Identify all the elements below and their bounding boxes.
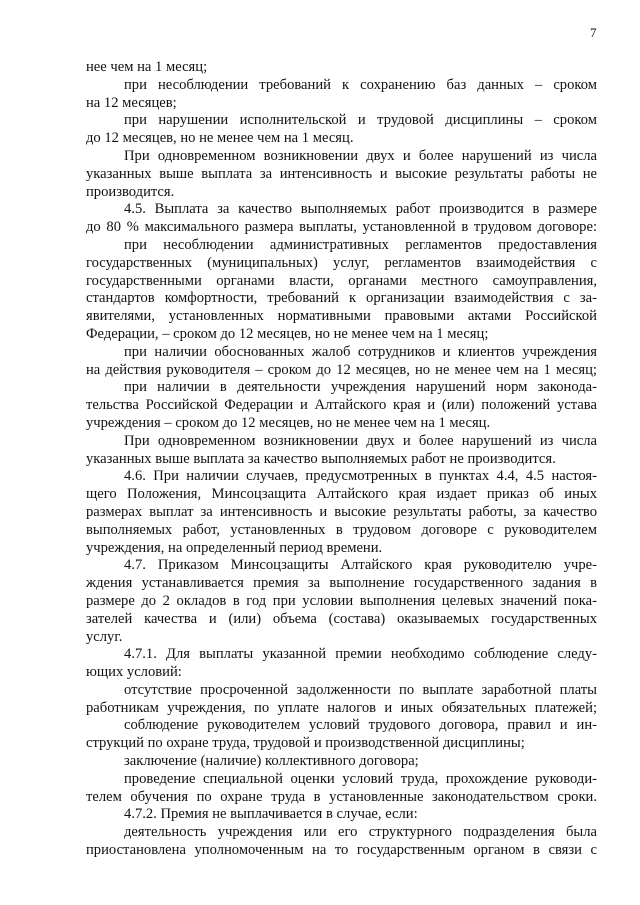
text-line: 4.5. Выплата за качество выполняемых работ производится в размере [124,201,597,218]
text-line: приостановлена уполномоченным на то государственным органом в связи с [86,842,597,859]
text-line: производится. [86,183,175,200]
text-line: при нарушении исполнительской и трудовой дисциплины – сроком [124,112,597,129]
text-line: тельства Российской Федерации и Алтайского края и (или) положений устава [86,397,597,414]
text-line: работникам учреждения, по уплате налогов и иных обязательных платежей; [86,699,597,716]
text-line: деятельность учреждения или его структурного подразделения была [124,824,597,841]
text-line: соблюдение руководителем условий трудового договора, правил и ин- [124,717,597,734]
text-line: на действия руководителя – сроком до 12 месяцев, но не менее чем на 1 месяц; [86,361,597,378]
text-line: зателей качества и (или) объема (состава) оказываемых государственных [86,610,597,627]
text-line: учреждения, на определенный период времени. [86,539,383,556]
text-line: размере до 2 окладов в год при условии выполнения целевых значений пока- [86,592,597,609]
text-line: 4.7.1. Для выплаты указанной премии необходимо соблюдение следу- [124,646,597,663]
text-line: до 12 месяцев, но не менее чем на 1 месяц. [86,130,354,147]
text-line: при несоблюдении административных регламентов предоставления [124,236,597,253]
text-line: учреждения – сроком до 12 месяцев, но не менее чем на 1 месяц. [86,414,491,431]
document-body [86,59,597,860]
text-line: размерах выплат за интенсивность и высокие результаты работы, за качество [86,503,597,520]
text-line: при несоблюдении требований к сохранению баз данных – сроком [124,76,597,93]
text-line: государственными органами власти, органами местного самоуправления, [86,272,597,289]
text-line: до 80 % максимального размера выплаты, установленной в трудовом договоре: [86,219,597,236]
text-line: указанных выше выплата за качество выполняемых работ не производится. [86,450,556,467]
text-line: При одновременном возникновении двух и более нарушений из числа [124,432,597,449]
text-line: указанных выше выплата за интенсивность и высокие результаты работы не [86,165,597,182]
text-line: услуг. [86,628,123,645]
text-line: при наличии обоснованных жалоб сотрудников и клиентов учреждения [124,343,597,360]
text-line: проведение специальной оценки условий труда, прохождение руководи- [124,770,597,787]
text-line: щего Положения, Минсоцзащита Алтайского края издает приказ об иных [86,486,597,503]
text-line: явителями, установленных нормативными правовыми актами Российской [86,308,597,325]
page-number: 7 [590,25,597,40]
text-line: выполняемых работ, установленных в трудовом договоре с руководителем [86,521,597,538]
text-line: нее чем на 1 месяц; [86,59,208,75]
text-line: стандартов комфортности, требований к организации взаимодействия с за- [86,290,597,307]
text-line: ждения устанавливается премия за выполнение государственного задания в [86,575,597,592]
text-line: ющих условий: [86,664,182,681]
text-line: заключение (наличие) коллективного договора; [124,753,419,770]
text-line: При одновременном возникновении двух и более нарушений из числа [124,147,597,164]
text-line: при наличии в деятельности учреждения нарушений норм законода- [124,379,597,396]
text-line: отсутствие просроченной задолженности по выплате заработной платы [124,681,597,698]
text-line: на 12 месяцев; [86,94,177,111]
text-line: 4.7. Приказом Минсоцзащиты Алтайского края руководителю учре- [124,557,597,574]
text-line: 4.7.2. Премия не выплачивается в случае, если: [124,806,418,823]
text-line: Федерации, – сроком до 12 месяцев, но не менее чем на 1 месяц; [86,325,489,342]
text-line: 4.6. При наличии случаев, предусмотренных в пунктах 4.4, 4.5 настоя- [124,468,597,485]
text-line: государственных (муниципальных) услуг, регламентов взаимодействия с [86,254,597,271]
text-line: телем обучения по охране труда в установленные законодательством сроки. [86,788,597,805]
text-line: струкций по охране труда, трудовой и производственной дисциплины; [86,735,525,752]
